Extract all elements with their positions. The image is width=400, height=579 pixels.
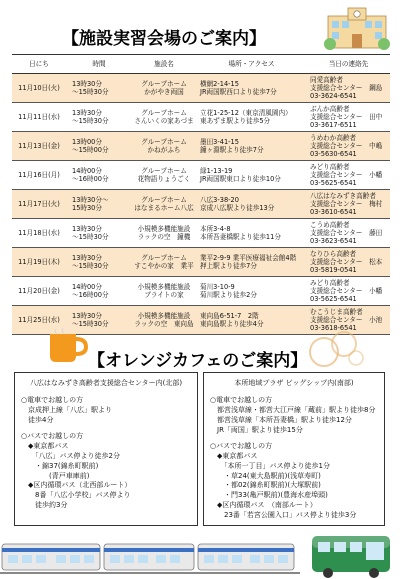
access-line: ・錦37(錦糸町駅前) — [21, 461, 99, 470]
cell-contact — [307, 103, 390, 132]
cell-facility-line: ラックの空 鐘機 — [137, 233, 191, 241]
cell-time — [66, 161, 132, 190]
access-line: ○バスでお越しの方 — [21, 431, 84, 440]
cell-place-line: 京成八広駅より徒歩13分 — [200, 204, 275, 212]
cell-facility-line: すこやかの家 業平 — [134, 262, 194, 270]
access-line: 都営浅草線・都営大江戸線「蔵前」駅より徒歩8分 — [210, 405, 376, 414]
cell-contact-line: 支援総合センター 小池 — [310, 315, 383, 324]
cell-contact-line: みどり高齢者 — [310, 278, 350, 287]
cell-place-line: 業平2-9-9 業平医療福祉会館4階 — [200, 253, 297, 262]
cell-place — [196, 190, 307, 219]
table-row — [12, 161, 390, 190]
cell-facility-line: はなまるホーム八広 — [134, 204, 194, 212]
school-building-illustration — [324, 4, 390, 50]
cell-facility — [132, 190, 196, 219]
cell-contact-line: みどり高齢者 — [310, 162, 350, 171]
bus-illustration — [312, 536, 390, 578]
cell-contact-line: 支援総合センター 藤田 — [310, 228, 383, 237]
table-row — [12, 248, 390, 277]
train-illustration — [0, 544, 300, 574]
cell-contact-line: 支援総合センター 田中 — [310, 112, 383, 121]
cell-place-line: JR両国駅西口より徒歩7分 — [200, 88, 277, 96]
cell-contact-line: 03-3623-6541 — [310, 237, 357, 246]
cafe-south-box — [203, 372, 385, 526]
access-line: 徒歩4分 — [21, 415, 54, 424]
access-line: ・門33(亀戸駅前)(豊海水産埠頭) — [210, 491, 328, 500]
table-row — [12, 74, 390, 103]
cell-time — [66, 132, 132, 161]
cell-contact-line: むこうじま高齢者 — [310, 307, 363, 316]
cell-place — [196, 306, 307, 335]
cell-contact-line: ぶんか高齢者 — [310, 104, 350, 113]
access-line: 「八広」バス停より徒歩2分 — [21, 451, 120, 460]
cell-place — [196, 74, 307, 103]
access-line: (青戸車庫前) — [21, 471, 90, 480]
table-header-row — [12, 55, 390, 74]
cell-place-line: 菊川3-10-9 — [200, 282, 235, 291]
cell-time — [66, 190, 132, 219]
cell-facility-line: 小規模多機能施設 — [137, 224, 191, 233]
cell-place-line: 横網2-14-15 — [200, 79, 239, 88]
access-line: 「本所一丁目」バス停より徒歩1分 — [210, 461, 330, 470]
access-line: 23番「若宮公園入口」バス停より徒歩3分 — [210, 511, 357, 520]
cell-contact — [307, 248, 390, 277]
cell-facility-line: グループホーム — [141, 79, 187, 88]
cell-place-line: 八広3-38-20 — [200, 195, 239, 204]
cell-contact-line: 八広はなみずき高齢者 — [310, 191, 376, 200]
cell-time-line: 15時30分 — [72, 204, 102, 212]
cell-facility-line: 小規模多機能施設 — [137, 311, 191, 320]
cell-date: 11月11日(水) — [12, 103, 66, 132]
cafe-north-title: 八広はなみずき高齢者支援総合センター内(北部) — [29, 379, 183, 387]
cell-time-line: ～16時00分 — [72, 291, 109, 299]
cell-place — [196, 161, 307, 190]
cell-facility — [132, 132, 196, 161]
cell-time-line: ～16時00分 — [72, 175, 109, 183]
access-line: ◆東京都バス — [21, 441, 69, 450]
cell-facility-line: かねがふち — [147, 146, 181, 154]
cell-contact-line: 支援総合センター 梅村 — [310, 199, 383, 208]
cell-time-line: 14時00分 — [72, 282, 102, 291]
cell-contact-line: なりひら高齢者 — [310, 249, 357, 258]
cell-contact — [307, 74, 390, 103]
cell-contact-line: うめわか高齢者 — [310, 133, 357, 142]
cell-time-line: 13時30分 — [72, 108, 102, 117]
cell-time-line: 13時30分 — [72, 311, 102, 320]
cell-place-line: 墨田3-41-15 — [200, 137, 239, 146]
access-line: ○電車でお越しの方 — [210, 395, 273, 404]
cell-time-line: 13時30分 — [72, 253, 102, 262]
cell-place-line: 緑1-13-19 — [200, 166, 233, 175]
header-contact: 当日の連絡先 — [307, 55, 390, 74]
cell-contact-line: 支援総合センター 小幡 — [310, 170, 383, 179]
cell-date: 11月25日(水) — [12, 306, 66, 335]
cell-place-line: 本所3-4-8 — [200, 224, 231, 233]
cell-place-line: JR両国駅東口より徒歩10分 — [200, 175, 281, 183]
access-line: 8番「八広小学校」バス停より — [21, 491, 131, 500]
cell-place — [196, 219, 307, 248]
cafe-south-title: 本所地域プラザ ビッグシップ内(南部) — [234, 379, 354, 387]
cell-contact — [307, 219, 390, 248]
cell-facility-line: グループホーム — [141, 166, 187, 175]
cell-place-line: 押上駅より徒歩7分 — [200, 262, 257, 270]
cell-place — [196, 132, 307, 161]
cell-facility — [132, 219, 196, 248]
access-line: 京成押上線「八広」駅より — [21, 405, 112, 414]
header-date: 日にち — [12, 55, 66, 74]
cell-facility-line: ラックの空 東向島 — [134, 320, 194, 328]
facility-section-title: 【施設実習会場のご案内】 — [62, 29, 266, 49]
cell-place-line: 東向島6-51-7 2階 — [200, 311, 259, 320]
cell-date: 11月16日(月) — [12, 161, 66, 190]
cell-contact-line: 03-3610-6541 — [310, 208, 357, 217]
access-line: JR「両国」駅より徒歩15分 — [210, 425, 303, 434]
cafe-section-title: 【オレンジカフェのご案内】 — [88, 351, 308, 371]
cell-contact — [307, 132, 390, 161]
cell-facility-line: 小規模多機能施設 — [137, 282, 191, 291]
cell-date: 11月10日(火) — [12, 74, 66, 103]
cell-facility — [132, 161, 196, 190]
cell-facility-line: ブライトの家 — [144, 291, 184, 299]
cell-facility-line: グループホーム — [141, 195, 187, 204]
access-line: ◆東京都バス — [210, 451, 258, 460]
table-row — [12, 103, 390, 132]
cell-facility — [132, 74, 196, 103]
cell-contact-line: 03-3624-6541 — [310, 92, 357, 101]
cell-contact-line: 03-3618-6541 — [310, 324, 357, 333]
header-facility: 施設名 — [132, 55, 196, 74]
cell-place — [196, 248, 307, 277]
cell-time-line: ～15時30分 — [72, 233, 109, 241]
cell-contact — [307, 190, 390, 219]
cell-contact-line: 支援総合センター 松本 — [310, 257, 383, 266]
cell-time-line: ～15時30分 — [72, 117, 109, 125]
access-line: 都営浅草線「本所吾妻橋」駅より徒歩12分 — [210, 415, 352, 424]
schedule-table — [12, 54, 390, 335]
table-row — [12, 277, 390, 306]
cell-date: 11月20日(金) — [12, 277, 66, 306]
cell-time-line: 13時30分～ — [72, 195, 109, 204]
cell-contact-line: 03-5625-6541 — [310, 179, 357, 188]
cell-date: 11月19日(木) — [12, 248, 66, 277]
cell-time — [66, 74, 132, 103]
cell-time-line: 13時00分 — [72, 137, 102, 146]
table-row — [12, 190, 390, 219]
cafe-south-access — [210, 396, 378, 521]
cafe-north-box — [14, 372, 198, 526]
access-line: ○バスでお越しの方 — [210, 441, 273, 450]
cell-contact-line: こうめ高齢者 — [310, 220, 350, 229]
cell-time-line: ～15時30分 — [72, 320, 109, 328]
cell-contact-line: 同愛高齢者 — [310, 75, 343, 84]
cell-facility — [132, 248, 196, 277]
cell-place-line: 鐘ヶ淵駅より徒歩7分 — [200, 146, 264, 154]
cell-facility-line: グループホーム — [141, 108, 187, 117]
cell-time — [66, 103, 132, 132]
cafe-north-access — [21, 396, 191, 511]
cell-contact-line: 03-5630-6541 — [310, 150, 357, 159]
cell-facility — [132, 306, 196, 335]
cell-time-line: 13時30分 — [72, 224, 102, 233]
header-place: 場所・アクセス — [196, 55, 307, 74]
cell-contact-line: 03-3617-6511 — [310, 121, 357, 130]
header-time: 時間 — [66, 55, 132, 74]
cell-time-line: 13時30分 — [72, 79, 102, 88]
cell-place-line: 東向島駅より徒歩4分 — [200, 320, 264, 328]
cell-facility-line: かがやき両国 — [144, 88, 184, 96]
cell-facility-line: グループホーム — [141, 137, 187, 146]
cell-date: 11月17日(火) — [12, 190, 66, 219]
cell-contact — [307, 277, 390, 306]
cell-place-line: 本所吾妻橋駅より徒歩11分 — [200, 233, 281, 241]
cell-time — [66, 277, 132, 306]
cell-place-line: 東あずま駅より徒歩5分 — [200, 117, 271, 125]
cell-time-line: 14時00分 — [72, 166, 102, 175]
cell-contact-line: 支援総合センター 中嶋 — [310, 141, 383, 150]
cell-facility — [132, 103, 196, 132]
cell-date: 11月13日(金) — [12, 132, 66, 161]
orange-cup-illustration — [42, 326, 92, 366]
cell-contact-line: 03-5819-0541 — [310, 266, 357, 275]
coffee-rings-decoration — [300, 326, 370, 370]
cell-contact — [307, 161, 390, 190]
cell-time-line: ～15時30分 — [72, 262, 109, 270]
cell-date: 11月18日(水) — [12, 219, 66, 248]
access-line: ・都02(錦糸町駅前)(大塚駅前) — [210, 481, 321, 490]
access-line: ◆区内循環バス（北西部ルート） — [21, 481, 132, 490]
access-line: 徒歩約3分 — [21, 501, 68, 510]
cell-contact-line: 支援総合センター 鋼島 — [310, 83, 383, 92]
cell-facility-line: 花物語りょうごく — [137, 175, 191, 183]
cell-place-line: 菊川駅より徒歩2分 — [200, 291, 257, 299]
access-line: ・草24(東大島駅前)(浅草寿町) — [210, 471, 321, 480]
cell-time-line: ～15時30分 — [72, 88, 109, 96]
access-line: ○電車でお越しの方 — [21, 395, 84, 404]
cell-place — [196, 277, 307, 306]
cell-contact-line: 支援総合センター 小幡 — [310, 286, 383, 295]
cell-contact-line: 03-5625-6541 — [310, 295, 357, 304]
cell-facility-line: グループホーム — [141, 253, 187, 262]
cell-time-line: ～15時00分 — [72, 146, 109, 154]
table-row — [12, 219, 390, 248]
table-row — [12, 132, 390, 161]
cell-facility-line: さんいくの家あづま — [134, 117, 194, 125]
cell-facility — [132, 277, 196, 306]
access-line: ◆区内循環バス （南部ルート） — [210, 501, 317, 510]
cell-time — [66, 219, 132, 248]
cell-time — [66, 248, 132, 277]
cell-place-line: 立花1-25-12（東京清風園内） — [200, 108, 292, 117]
footer-transport-illustration — [0, 530, 400, 579]
cell-place — [196, 103, 307, 132]
